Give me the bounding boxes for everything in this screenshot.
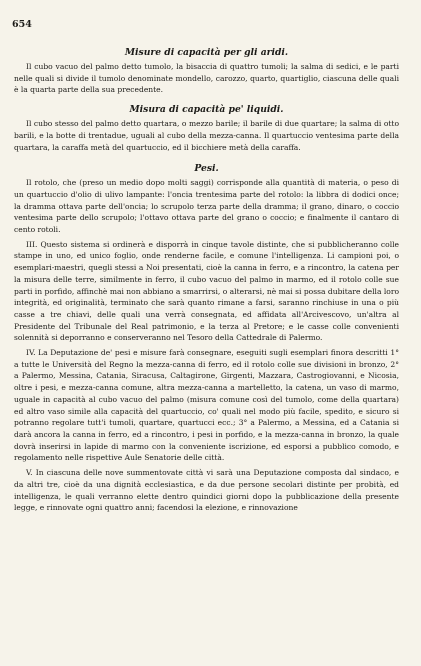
paragraph-weights: Il rotolo, che (preso un medio dopo molti saggi) corrisponde alla quantità di materia, o peso di un quartuccio d'olio di ulivo lampante: l'oncia trentesima parte del rotolo: la libbra di dodici once; la dramma ottava parte dell'oncia; lo scrupolo terza parte della dramma; il grano, dinaro, o coccio ventesima parte dello scrupolo; l'ottavo ottava parte del grano o coccio; e finalmente il cantaro di cento rotoli. bbox=[14, 178, 399, 235]
paragraph-article-iv: IV. La Deputazione de' pesi e misure farà consegnare, eseguiti sugli esemplari finora descritti 1° a tutte le Università del Regno la mezza-canna di ferro, ed il rotolo colle sue divisioni in bronzo, 2° a Palermo, Messina, Catania, Siracusa, Caltagirone, Girgenti, Mazzara, Castrogiovanni, e Nicosia, oltre i pesi, e mezza-canna comune, altra mezza-canna a martelletto, la catena, un vaso di marmo, uguale in capacità al cubo vacuo del palmo (misura comune così del tumolo, come della quartara) ed altro vaso simile alla capacità del quartuccio, co' quali nel modo più facile, spedito, e sicuro si potranno regolare tutt'i tumoli, quartare, quartucci ecc.; 3° a Palermo, a Messina, ed a Catania si darà ancora la canna in ferro, ed a rincontro, i pesi in porfido, e la mezza-canna in bronzo, la quale dovrà inserirsi in lapide di marmo con la conveniente iscrizione, ed esporsi a pubblico comodo, e regolamento nelle rispettive Aule Senatorie delle città. bbox=[14, 348, 399, 463]
paragraph-article-v: V. In ciascuna delle nove summentovate città vi sarà una Deputazione composta dal sindaco, e da altri tre, cioè da una dignità ecclesiastica, e da due persone secolari distinte per probità, ed intelligenza, le quali verranno elette dentro quindici giorni dopo la pubblicazione della presente legge, e rinnovate ogni quattro anni; facendosi la elezione, e rinnovazione bbox=[14, 468, 399, 513]
section-heading-dry-measures: Misure di capacità per gli aridi. bbox=[124, 47, 289, 58]
paragraph-article-iii: III. Questo sistema si ordinerà e disporrà in cinque tavole distinte, che si pubblicheranno colle stampe in uno, ed unico foglio, onde renderne facile, e comune l'intelligenza. Li campioni poi, o esemplari-maestri, quegli stessi a Noi presentati, cioè la canna in ferro, e a rincontro, la catena per la misura delle terre, similmente in ferro, il cubo vacuo del palmo in marmo, ed il rotolo colle sue parti in porfido, affinchè mai non abbiano a smarrirsi, o alterarsi, nè mai si possa dubitare della loro integrità, ed originalità, terminato che sarà quanto rimane a farsi, saranno rinchiuse in una o più casse a tre chiavi, delle quali una verrà consegnata, ed affidata all'Arcivescovo, un'altra al Presidente del Tribunale del Real patrimonio, e la terza al Pretore; e le casse colle convenienti solennità si deporranno e conserveranno nel Tesoro della Cattedrale di Palermo. bbox=[14, 239, 399, 343]
paragraph-liquid-measures: Il cubo stesso del palmo detto quartara, o mezzo barile; il barile di due quartare; la salma di otto barili, e la botte di trentadue, uguali al cubo della mezza-canna. Il quartuccio ventesima parte della quartara, la caraffa metà del quartuccio, ed il bicchiere metà della caraffa. bbox=[14, 119, 399, 152]
section-heading-weights: Pesi. bbox=[194, 163, 219, 175]
paragraph-dry-measures: Il cubo vacuo del palmo detto tumolo, la bisaccia di quattro tumoli; la salma di sedici, e le parti nelle quali si divide il tumolo denominate mondello, carozzo, quarto, quartiglio, ciascuna delle quali è la quarta parte della sua precedente. bbox=[14, 62, 399, 95]
section-heading-liquid-measures: Misura di capacità pe' liquidi. bbox=[129, 104, 284, 116]
page-number: 654 bbox=[12, 19, 32, 30]
